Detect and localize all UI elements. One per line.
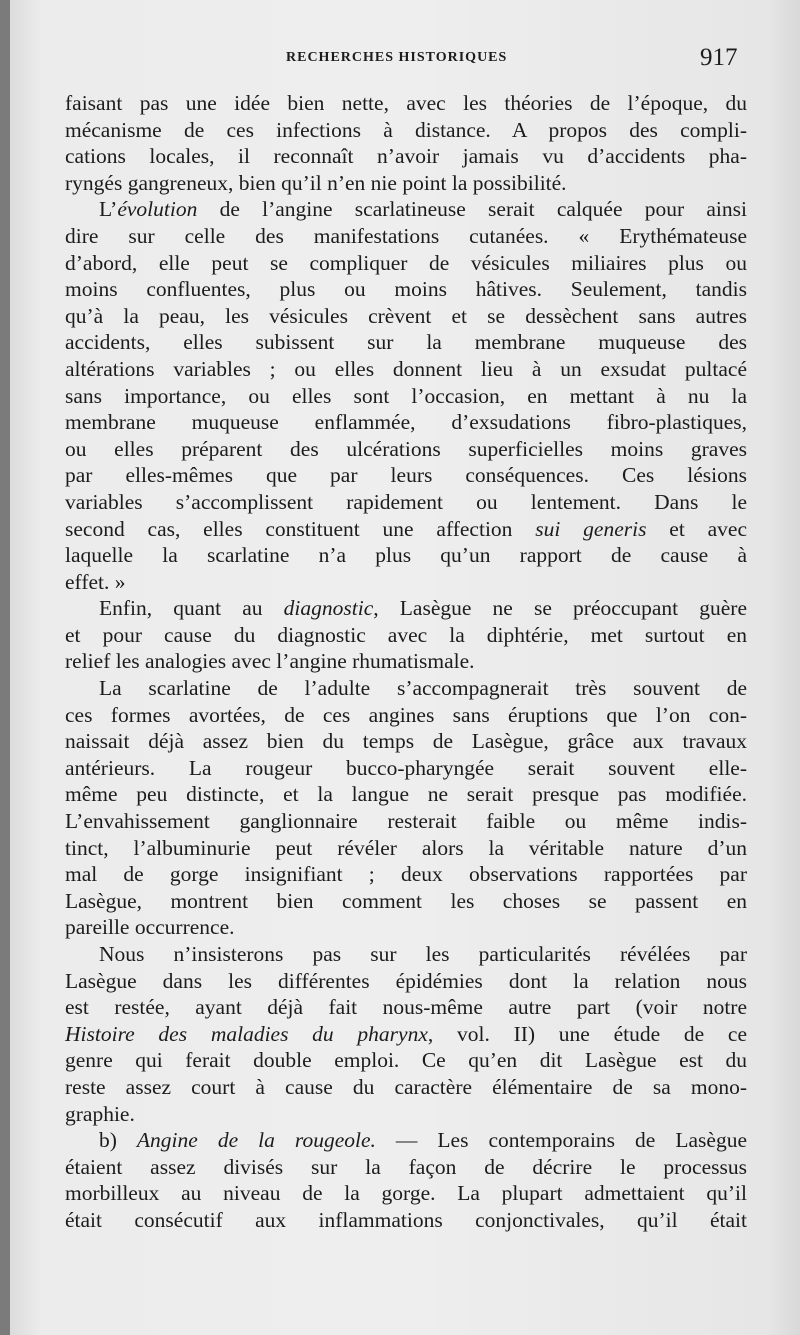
text-segment: qu’à la peau, les vésicules crèvent et se dessèchent sans autres <box>65 303 747 328</box>
text-segment: était consécutif aux inflammations conjonctivales, qu’il était <box>65 1207 747 1232</box>
text-line <box>65 356 747 383</box>
text-segment: accidents, elles subissent sur la membrane muqueuse des <box>65 330 747 355</box>
text-segment: altérations variables ; ou elles donnent lieu à un exsudat pultacé <box>65 356 747 381</box>
text-line <box>65 1154 747 1181</box>
text-line <box>65 329 747 356</box>
text-segment: de l’angine scarlatineuse serait calquée pour ainsi <box>197 197 747 222</box>
italic-text: Histoire des maladies du pharynx <box>65 1021 428 1046</box>
text-segment: L’envahissement ganglionnaire resterait faible ou même indis- <box>65 809 747 834</box>
text-line <box>65 170 747 197</box>
text-line <box>65 755 747 782</box>
text-line <box>65 516 747 543</box>
text-segment: tinct, l’albuminurie peut révéler alors la véritable nature d’un <box>65 835 747 860</box>
running-head <box>10 44 800 72</box>
text-line <box>65 383 747 410</box>
text-segment: par elles-mêmes que par leurs conséquences. Ces lésions <box>65 463 747 488</box>
text-line <box>65 648 747 675</box>
text-line <box>65 542 747 569</box>
text-segment: et avec <box>646 516 747 541</box>
text-segment: et pour cause du diagnostic avec la diphtérie, met surtout en <box>65 622 747 647</box>
text-line <box>65 1127 747 1154</box>
text-segment: étaient assez divisés sur la façon de décrire le processus <box>65 1154 747 1179</box>
text-line <box>65 1047 747 1074</box>
text-segment: variables s’accomplissent rapidement ou lentement. Dans le <box>65 489 747 514</box>
text-line <box>65 781 747 808</box>
text-segment: mécanisme de ces infections à distance. A propos des compli- <box>65 117 747 142</box>
text-line <box>65 835 747 862</box>
text-segment: Enfin, quant au <box>99 596 284 621</box>
text-line <box>65 728 747 755</box>
text-segment: ces formes avortées, de ces angines sans éruptions que l’on con- <box>65 702 747 727</box>
text-segment: ryngés gangreneux, bien qu’il n’en nie point la possibilité. <box>65 170 567 195</box>
body-text <box>65 90 747 1234</box>
text-line <box>65 569 747 596</box>
text-segment: cations locales, il reconnaît n’avoir jamais vu d’accidents pha- <box>65 144 747 169</box>
text-line <box>65 489 747 516</box>
text-segment: est restée, ayant déjà fait nous-même autre part (voir notre <box>65 995 747 1020</box>
text-segment: relief les analogies avec l’angine rhumatismale. <box>65 649 475 674</box>
text-segment: sans importance, ou elles sont l’occasion, en mettant à nu la <box>65 383 747 408</box>
text-segment: mal de gorge insignifiant ; deux observations rapportées par <box>65 862 747 887</box>
text-segment: ou elles préparent des ulcérations superficielles moins graves <box>65 436 747 461</box>
text-line <box>65 462 747 489</box>
text-line <box>65 1074 747 1101</box>
text-line <box>65 196 747 223</box>
text-line <box>65 436 747 463</box>
text-segment: Lasègue, montrent bien comment les choses se passent en <box>65 888 747 913</box>
text-segment: antérieurs. La rougeur bucco-pharyngée serait souvent elle- <box>65 755 747 780</box>
text-segment: L’ <box>99 197 118 222</box>
text-segment: genre qui ferait double emploi. Ce qu’en dit Lasègue est du <box>65 1048 747 1073</box>
text-segment: morbilleux au niveau de la gorge. La plupart admettaient qu’il <box>65 1181 747 1206</box>
text-segment: pareille occurrence. <box>65 915 235 940</box>
text-segment: graphie. <box>65 1101 135 1126</box>
text-segment: La scarlatine de l’adulte s’accompagnerait très souvent de <box>99 676 747 701</box>
text-segment: naissait déjà assez bien du temps de Lasègue, grâce aux travaux <box>65 729 747 754</box>
text-segment: membrane muqueuse enflammée, d’exsudations fibro-plastiques, <box>65 410 747 435</box>
text-segment: laquelle la scarlatine n’a plus qu’un rapport de cause à <box>65 543 747 568</box>
running-title: RECHERCHES HISTORIQUES <box>286 50 508 65</box>
text-segment: , vol. II) une étude de ce <box>427 1021 748 1046</box>
text-line <box>65 250 747 277</box>
text-segment: second cas, elles constituent une affection <box>65 516 536 541</box>
text-line <box>65 409 747 436</box>
text-line <box>65 595 747 622</box>
text-segment: , Lasègue ne se préoccupant guère <box>373 596 747 621</box>
text-segment: faisant pas une idée bien nette, avec les théories de l’époque, du <box>65 91 747 115</box>
text-segment: Nous n’insisterons pas sur les particularités révélées par <box>99 942 747 966</box>
text-line <box>65 622 747 649</box>
italic-text: Angine de la rougeole. <box>136 1128 376 1153</box>
text-line <box>65 968 747 995</box>
text-line <box>65 303 747 330</box>
text-line <box>65 702 747 729</box>
text-segment: effet. » <box>65 569 126 594</box>
text-line <box>65 1207 747 1234</box>
text-line <box>65 994 747 1021</box>
text-line <box>65 888 747 915</box>
text-segment: moins confluentes, plus ou moins hâtives. Seulement, tandis <box>65 277 747 302</box>
text-line <box>65 1101 747 1128</box>
text-line <box>65 276 747 303</box>
text-line <box>65 1021 747 1048</box>
page-number: 917 <box>700 44 738 71</box>
text-line <box>65 914 747 941</box>
text-segment: d’abord, elle peut se compliquer de vésicules miliaires plus ou <box>65 250 747 275</box>
text-line <box>65 1180 747 1207</box>
text-segment: — Les contemporains de Lasègue <box>375 1128 747 1153</box>
text-segment: reste assez court à cause du caractère élémentaire de sa mono- <box>65 1074 747 1099</box>
text-line <box>65 861 747 888</box>
text-segment: Lasègue dans les différentes épidémies dont la relation nous <box>65 968 747 993</box>
text-line <box>65 941 747 968</box>
text-line <box>65 117 747 144</box>
text-segment: dire sur celle des manifestations cutanées. « Erythémateuse <box>65 223 747 248</box>
book-page <box>10 0 800 1335</box>
italic-text: évolution <box>117 197 198 222</box>
text-line <box>65 143 747 170</box>
italic-text: diagnostic <box>283 596 374 621</box>
text-line <box>65 223 747 250</box>
text-line <box>65 90 747 117</box>
text-segment: b) <box>99 1128 137 1153</box>
text-segment: même peu distincte, et la langue ne serait presque pas modifiée. <box>65 782 747 807</box>
italic-text: sui generis <box>535 516 647 541</box>
text-line <box>65 808 747 835</box>
text-line <box>65 675 747 702</box>
